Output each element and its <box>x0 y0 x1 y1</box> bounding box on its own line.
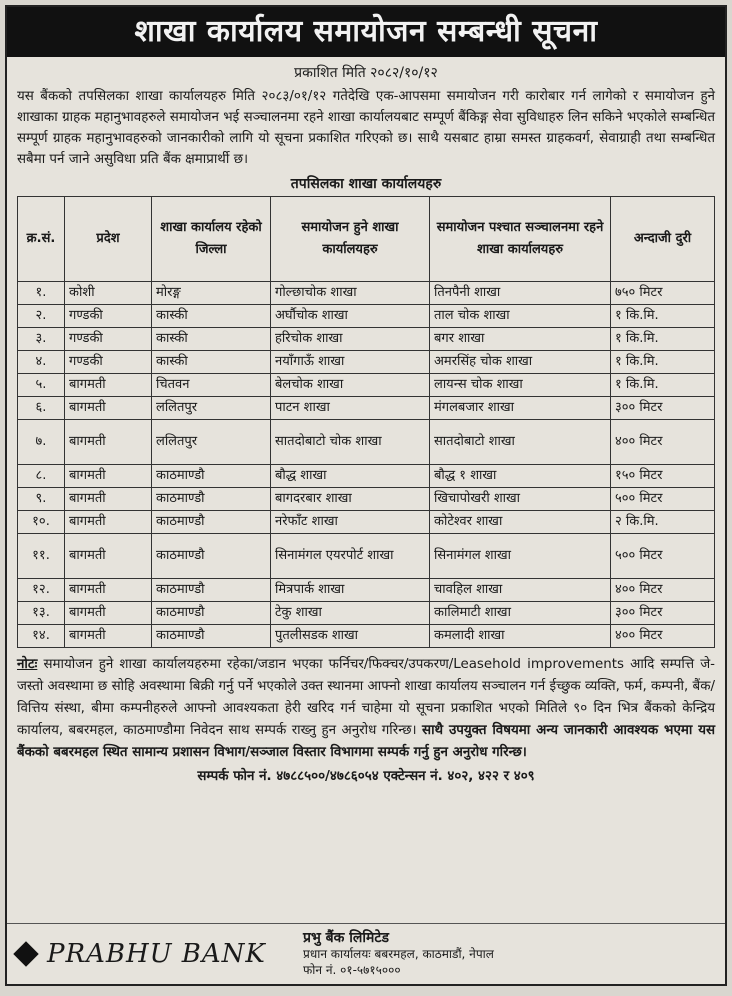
table-row <box>18 374 715 397</box>
cell-merging-branch: पुतलीसडक शाखा <box>271 625 430 648</box>
cell-sn: ९. <box>18 488 65 511</box>
cell-district: कास्की <box>152 305 271 328</box>
cell-operating-branch: सातदोबाटो शाखा <box>430 420 611 465</box>
logo-mark-icon <box>13 941 38 966</box>
cell-district: काठमाण्डौ <box>152 488 271 511</box>
cell-distance: १ कि.मि. <box>611 374 715 397</box>
cell-merging-branch: बागदरबार शाखा <box>271 488 430 511</box>
note-label: नोटः <box>17 657 38 672</box>
cell-operating-branch: चावहिल शाखा <box>430 579 611 602</box>
table-row <box>18 602 715 625</box>
cell-operating-branch: लायन्स चोक शाखा <box>430 374 611 397</box>
cell-distance: ५०० मिटर <box>611 488 715 511</box>
table-row <box>18 328 715 351</box>
header-sn: क्र.सं. <box>18 197 65 282</box>
table-row <box>18 511 715 534</box>
cell-province: बागमती <box>65 579 152 602</box>
notice-page <box>5 5 727 986</box>
cell-province: बागमती <box>65 465 152 488</box>
cell-province: बागमती <box>65 488 152 511</box>
cell-sn: १४. <box>18 625 65 648</box>
cell-district: कास्की <box>152 351 271 374</box>
cell-merging-branch: टेकु शाखा <box>271 602 430 625</box>
cell-district: काठमाण्डौ <box>152 602 271 625</box>
cell-district: चितवन <box>152 374 271 397</box>
table-row <box>18 465 715 488</box>
intro-paragraph: यस बैंकको तपसिलका शाखा कार्यालयहरु मिति २०८३/०१/१२ गतेदेखि एक-आपसमा समायोजन गरी कारोबार गर्न लागेको र समायोजन हुने शाखाका ग्राहक महानुभावहरुले समायोजन भई सञ्चालनमा रहने शाखा कार्यालयबाट सम्पूर्ण बैंकिङ्ग सेवा सुविधाहरु लिन सकिने भएकोले सम्बन्धित सम्पूर्ण ग्राहक महानुभावहरुको जानकारीको लागि यो सूचना प्रकाशित गरिएको छ। साथै यसबाट हाम्रा समस्त ग्राहकवर्ग, सेवाग्राही तथा सम्बन्धित सबैमा पर्न जाने असुविधा प्रति बैंक क्षमाप्रार्थी छ। <box>17 89 715 167</box>
cell-sn: १. <box>18 282 65 305</box>
cell-operating-branch: कालिमाटी शाखा <box>430 602 611 625</box>
cell-province: बागमती <box>65 511 152 534</box>
header-distance: अन्दाजी दुरी <box>611 197 715 282</box>
table-row <box>18 579 715 602</box>
cell-sn: १०. <box>18 511 65 534</box>
contact-phone: सम्पर्क फोन नं. ४७८८५००/४७८६०५४ एक्टेन्सन नं. ४०२, ४२२ र ४०९ <box>197 769 535 784</box>
cell-merging-branch: सिनामंगल एयरपोर्ट शाखा <box>271 534 430 579</box>
branch-table <box>17 196 715 648</box>
cell-province: गण्डकी <box>65 305 152 328</box>
cell-distance: ३०० मिटर <box>611 397 715 420</box>
cell-distance: १ कि.मि. <box>611 305 715 328</box>
cell-merging-branch: अर्घौचोक शाखा <box>271 305 430 328</box>
notice-title: शाखा कार्यालय समायोजन सम्बन्धी सूचना <box>7 7 725 57</box>
cell-province: गण्डकी <box>65 351 152 374</box>
cell-distance: ४०० मिटर <box>611 420 715 465</box>
cell-province: गण्डकी <box>65 328 152 351</box>
cell-merging-branch: बौद्ध शाखा <box>271 465 430 488</box>
cell-distance: ४०० मिटर <box>611 625 715 648</box>
header-district: शाखा कार्यालय रहेको जिल्ला <box>152 197 271 282</box>
cell-operating-branch: ताल चोक शाखा <box>430 305 611 328</box>
cell-merging-branch: बेलचोक शाखा <box>271 374 430 397</box>
cell-province: बागमती <box>65 602 152 625</box>
cell-sn: १२. <box>18 579 65 602</box>
table-row <box>18 488 715 511</box>
cell-operating-branch: कोटेश्वर शाखा <box>430 511 611 534</box>
footer <box>7 923 725 984</box>
cell-sn: १३. <box>18 602 65 625</box>
cell-sn: ३. <box>18 328 65 351</box>
table-row <box>18 534 715 579</box>
cell-sn: ४. <box>18 351 65 374</box>
cell-merging-branch: हरिचोक शाखा <box>271 328 430 351</box>
cell-sn: ५. <box>18 374 65 397</box>
cell-district: काठमाण्डौ <box>152 625 271 648</box>
cell-district: काठमाण्डौ <box>152 579 271 602</box>
cell-operating-branch: सिनामंगल शाखा <box>430 534 611 579</box>
header-province: प्रदेश <box>65 197 152 282</box>
cell-sn: ११. <box>18 534 65 579</box>
table-header-row <box>18 197 715 282</box>
cell-sn: ८. <box>18 465 65 488</box>
bank-info <box>303 930 494 978</box>
cell-merging-branch: नरेफाँट शाखा <box>271 511 430 534</box>
cell-merging-branch: सातदोबाटो चोक शाखा <box>271 420 430 465</box>
bank-phone: फोन नं. ०१-५७१५००० <box>303 963 401 977</box>
note-paragraph <box>7 648 725 764</box>
cell-district: कास्की <box>152 328 271 351</box>
note-text: समायोजन हुने शाखा कार्यालयहरुमा रहेका/जडान भएका फर्निचर/फिक्चर/उपकरण/Leasehold improvements आदि सम्पत्ति जे-जस्तो अवस्थामा छ सोहि अवस्थामा बिक्री गर्नु पर्ने भएकोले उक्त स्थानमा आफ्नो शाखा कार्यालय सञ्चालन गर्न ईच्छुक व्यक्ति, फर्म, कम्पनी, बैंक/वित्तिय संस्था, बीमा कम्पनीहरुले आफ्नो आवश्यकता हेरी खरिद गर्न चाहेमा यो सूचना प्रकाशित भएको मितिले ९० दिन भित्र बैंकको केन्द्रिय कार्यालय, बबरमहल, काठमाण्डौमा निवेदन साथ सम्पर्क राख्नु हुन अनुरोध गरिन्छ। <box>17 657 716 738</box>
cell-district: काठमाण्डौ <box>152 534 271 579</box>
cell-distance: १ कि.मि. <box>611 351 715 374</box>
cell-district: ललितपुर <box>152 420 271 465</box>
table-row <box>18 305 715 328</box>
cell-operating-branch: तिनपैनी शाखा <box>430 282 611 305</box>
cell-province: बागमती <box>65 534 152 579</box>
cell-province: बागमती <box>65 397 152 420</box>
cell-distance: ४०० मिटर <box>611 579 715 602</box>
cell-merging-branch: पाटन शाखा <box>271 397 430 420</box>
cell-distance: ३०० मिटर <box>611 602 715 625</box>
published-date: प्रकाशित मिति २०८२/१०/१२ <box>294 65 438 81</box>
cell-district: काठमाण्डौ <box>152 465 271 488</box>
cell-district: ललितपुर <box>152 397 271 420</box>
cell-distance: ७५० मिटर <box>611 282 715 305</box>
bank-name: प्रभु बैंक लिमिटेड <box>303 930 389 946</box>
header-merging-branch: समायोजन हुने शाखा कार्यालयहरु <box>271 197 430 282</box>
cell-district: काठमाण्डौ <box>152 511 271 534</box>
note-bold-text: साथै उपयुक्त विषयमा अन्य जानकारी आवश्यक भएमा यस बैंकको बबरमहल स्थित सामान्य प्रशासन विभाग/सञ्जाल विस्तार विभागमा सम्पर्क गर्नु हुन अनुरोध गरिन्छ। <box>17 723 716 760</box>
table-row <box>18 625 715 648</box>
cell-distance: ५०० मिटर <box>611 534 715 579</box>
cell-province: कोशी <box>65 282 152 305</box>
head-office: प्रधान कार्यालयः बबरमहल, काठमाडौं, नेपाल <box>303 947 494 961</box>
cell-operating-branch: बौद्ध १ शाखा <box>430 465 611 488</box>
cell-distance: २ कि.मि. <box>611 511 715 534</box>
cell-operating-branch: कमलादी शाखा <box>430 625 611 648</box>
cell-distance: १ कि.मि. <box>611 328 715 351</box>
table-row <box>18 397 715 420</box>
cell-sn: २. <box>18 305 65 328</box>
table-row <box>18 420 715 465</box>
logo-text: PRABHU BANK <box>47 939 266 969</box>
cell-province: बागमती <box>65 374 152 397</box>
cell-operating-branch: बगर शाखा <box>430 328 611 351</box>
cell-operating-branch: खिचापोखरी शाखा <box>430 488 611 511</box>
cell-merging-branch: मित्रपार्क शाखा <box>271 579 430 602</box>
cell-merging-branch: गोल्छाचोक शाखा <box>271 282 430 305</box>
cell-sn: ७. <box>18 420 65 465</box>
cell-province: बागमती <box>65 625 152 648</box>
cell-province: बागमती <box>65 420 152 465</box>
cell-operating-branch: अमरसिंह चोक शाखा <box>430 351 611 374</box>
cell-merging-branch: नयाँगाऊँ शाखा <box>271 351 430 374</box>
cell-distance: १५० मिटर <box>611 465 715 488</box>
cell-operating-branch: मंगलबजार शाखा <box>430 397 611 420</box>
table-row <box>18 282 715 305</box>
bank-logo <box>17 939 287 969</box>
cell-district: मोरङ्ग <box>152 282 271 305</box>
table-title: तपसिलका शाखा कार्यालयहरु <box>290 176 442 192</box>
cell-sn: ६. <box>18 397 65 420</box>
table-row <box>18 351 715 374</box>
header-operating-branch: समायोजन पश्चात सञ्चालनमा रहने शाखा कार्यालयहरु <box>430 197 611 282</box>
